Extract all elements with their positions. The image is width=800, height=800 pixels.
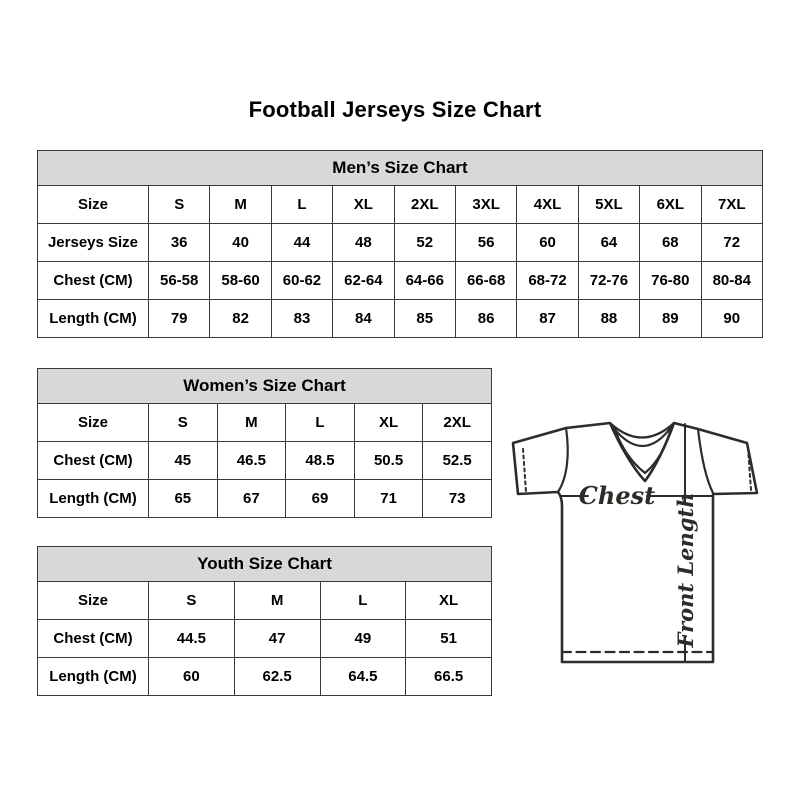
value-cell: 45 — [149, 442, 218, 480]
value-cell: 48 — [333, 224, 394, 262]
value-cell: 62-64 — [333, 262, 394, 300]
value-cell: 60 — [149, 658, 235, 696]
value-cell: 64.5 — [320, 658, 406, 696]
left-armhole-seam — [558, 428, 568, 492]
value-cell: S — [149, 404, 218, 442]
table-row — [38, 480, 492, 518]
value-cell: L — [286, 404, 355, 442]
value-cell: 60 — [517, 224, 578, 262]
value-cell: XL — [333, 186, 394, 224]
value-cell: 58-60 — [210, 262, 271, 300]
value-cell: 4XL — [517, 186, 578, 224]
right-armhole-seam — [698, 429, 713, 493]
jersey-measurement-diagram — [500, 400, 768, 672]
value-cell: 86 — [455, 300, 516, 338]
value-cell: 87 — [517, 300, 578, 338]
value-cell: 5XL — [578, 186, 639, 224]
value-cell: 47 — [234, 620, 320, 658]
row-label-cell: Length (CM) — [38, 658, 149, 696]
value-cell: 48.5 — [286, 442, 355, 480]
value-cell: 90 — [701, 300, 762, 338]
value-cell: 65 — [149, 480, 218, 518]
table-row — [38, 582, 492, 620]
value-cell: 51 — [406, 620, 492, 658]
value-cell: 56 — [455, 224, 516, 262]
jersey-outline — [513, 423, 757, 662]
value-cell: 56-58 — [149, 262, 210, 300]
value-cell: 67 — [217, 480, 286, 518]
chest-label: Chest — [578, 481, 656, 510]
value-cell: 64-66 — [394, 262, 455, 300]
row-label-cell: Size — [38, 186, 149, 224]
value-cell: 52 — [394, 224, 455, 262]
value-cell: M — [234, 582, 320, 620]
value-cell: 7XL — [701, 186, 762, 224]
value-cell: 68 — [640, 224, 701, 262]
value-cell: 36 — [149, 224, 210, 262]
womens-size-chart-table — [37, 368, 492, 518]
table-title: Men’s Size Chart — [38, 151, 763, 186]
value-cell: 64 — [578, 224, 639, 262]
value-cell: M — [217, 404, 286, 442]
row-label-cell: Length (CM) — [38, 300, 149, 338]
value-cell: 3XL — [455, 186, 516, 224]
table-row — [38, 404, 492, 442]
value-cell: 72-76 — [578, 262, 639, 300]
value-cell: 66-68 — [455, 262, 516, 300]
table-row — [38, 224, 763, 262]
table-title: Youth Size Chart — [38, 547, 492, 582]
row-label-cell: Jerseys Size — [38, 224, 149, 262]
value-cell: 83 — [271, 300, 332, 338]
row-label-cell: Chest (CM) — [38, 442, 149, 480]
youth-size-chart-table — [37, 546, 492, 696]
value-cell: 89 — [640, 300, 701, 338]
value-cell: 66.5 — [406, 658, 492, 696]
row-label-cell: Chest (CM) — [38, 620, 149, 658]
value-cell: 88 — [578, 300, 639, 338]
value-cell: L — [271, 186, 332, 224]
value-cell: L — [320, 582, 406, 620]
table-row — [38, 186, 763, 224]
value-cell: 85 — [394, 300, 455, 338]
value-cell: 73 — [423, 480, 492, 518]
value-cell: S — [149, 582, 235, 620]
value-cell: 76-80 — [640, 262, 701, 300]
value-cell: XL — [354, 404, 423, 442]
value-cell: 6XL — [640, 186, 701, 224]
value-cell: 49 — [320, 620, 406, 658]
value-cell: 44 — [271, 224, 332, 262]
value-cell: 69 — [286, 480, 355, 518]
page-title: Football Jerseys Size Chart — [248, 97, 542, 122]
value-cell: XL — [406, 582, 492, 620]
value-cell: 2XL — [423, 404, 492, 442]
row-label-cell: Size — [38, 582, 149, 620]
value-cell: 82 — [210, 300, 271, 338]
mens-size-chart-table — [37, 150, 763, 338]
left-cuff-stitch-line — [523, 449, 526, 492]
table-row — [38, 300, 763, 338]
value-cell: 2XL — [394, 186, 455, 224]
value-cell: 50.5 — [354, 442, 423, 480]
row-label-cell: Size — [38, 404, 149, 442]
value-cell: 79 — [149, 300, 210, 338]
value-cell: 60-62 — [271, 262, 332, 300]
table-row — [38, 658, 492, 696]
value-cell: 44.5 — [149, 620, 235, 658]
value-cell: 40 — [210, 224, 271, 262]
value-cell: 62.5 — [234, 658, 320, 696]
value-cell: S — [149, 186, 210, 224]
value-cell: 46.5 — [217, 442, 286, 480]
table-title: Women’s Size Chart — [38, 369, 492, 404]
value-cell: 84 — [333, 300, 394, 338]
row-label-cell: Length (CM) — [38, 480, 149, 518]
front-length-label: Front Length — [673, 492, 698, 648]
value-cell: M — [210, 186, 271, 224]
value-cell: 71 — [354, 480, 423, 518]
table-row — [38, 262, 763, 300]
value-cell: 68-72 — [517, 262, 578, 300]
value-cell: 80-84 — [701, 262, 762, 300]
value-cell: 72 — [701, 224, 762, 262]
table-row — [38, 442, 492, 480]
row-label-cell: Chest (CM) — [38, 262, 149, 300]
value-cell: 52.5 — [423, 442, 492, 480]
table-row — [38, 620, 492, 658]
